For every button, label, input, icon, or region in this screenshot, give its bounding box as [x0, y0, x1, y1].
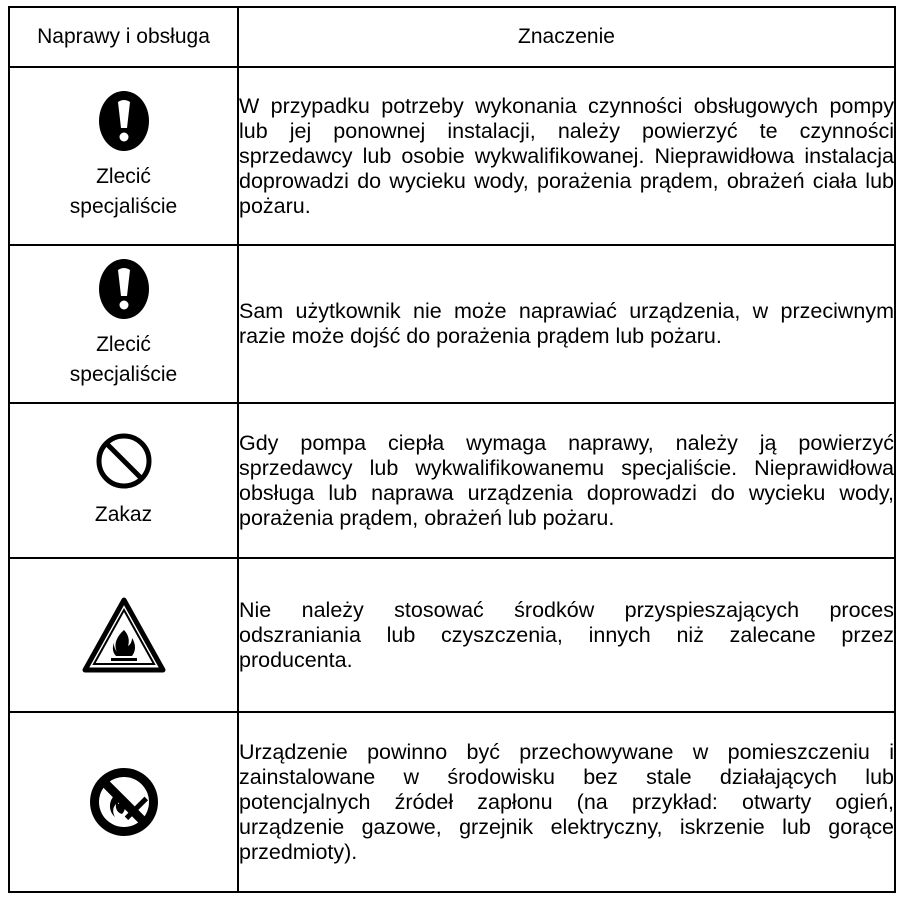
row-label: Zlecić: [96, 165, 151, 188]
header-meaning: Znaczenie: [238, 7, 895, 67]
table-row: [9, 403, 895, 558]
row-description: Nie należy stosować środków przyspieszających proces odszraniania lub czyszczenia, innych niż zalecane przez producenta.: [238, 558, 895, 712]
row-description: Urządzenie powinno być przechowywane w pomieszczeniu i zainstalowane w środowisku bez stale działających lub potencjalnych źródeł zapłonu (na przykład: otwarty ogień, urządzenie gazowe, grzejnik elektryczny, iskrzenie lub gorące przedmioty).: [238, 712, 895, 892]
icon-cell: [9, 403, 238, 558]
icon-cell: [9, 245, 238, 403]
row-label: Zakaz: [94, 502, 153, 526]
no-open-flame-icon: [84, 762, 164, 842]
header-repairs: [9, 7, 238, 67]
row-description: W przypadku potrzeby wykonania czynności obsługowych pompy lub jej ponownej instalacji, należy powierzyć te czynności sprzedawcy lub osobie wykwalifikowanej. Nieprawidłowa instalacja doprowadzi do wycieku wody, porażenia prądem, obrażeń ciała lub pożaru.: [238, 67, 895, 245]
safety-table: [8, 6, 896, 893]
exclamation-icon: [97, 258, 151, 320]
table-row: [9, 558, 895, 712]
icon-cell: [9, 712, 238, 892]
row-label: specjaliście: [69, 195, 178, 218]
table-row: [9, 245, 895, 403]
header-row: [9, 7, 895, 67]
table-row: [9, 712, 895, 892]
row-label: specjaliście: [69, 363, 178, 386]
flammable-warning-icon: [81, 596, 167, 674]
row-description: Sam użytkownik nie może naprawiać urządzenia, w przeciwnym razie może dojść do porażenia prądem lub pożaru.: [238, 245, 895, 403]
icon-cell: [9, 67, 238, 245]
prohibition-icon: [94, 432, 154, 490]
exclamation-icon: [97, 90, 151, 152]
header-repairs-text: Naprawy i obsługa: [37, 25, 210, 48]
table-row: [9, 67, 895, 245]
row-description: Gdy pompa ciepła wymaga naprawy, należy ją powierzyć sprzedawcy lub wykwalifikowanemu specjaliście. Nieprawidłowa obsługa lub naprawa urządzenia doprowadzi do wycieku wody, porażenia prądem, obrażeń lub pożaru.: [238, 403, 895, 558]
row-label: Zlecić: [96, 333, 151, 356]
icon-cell: [9, 558, 238, 712]
